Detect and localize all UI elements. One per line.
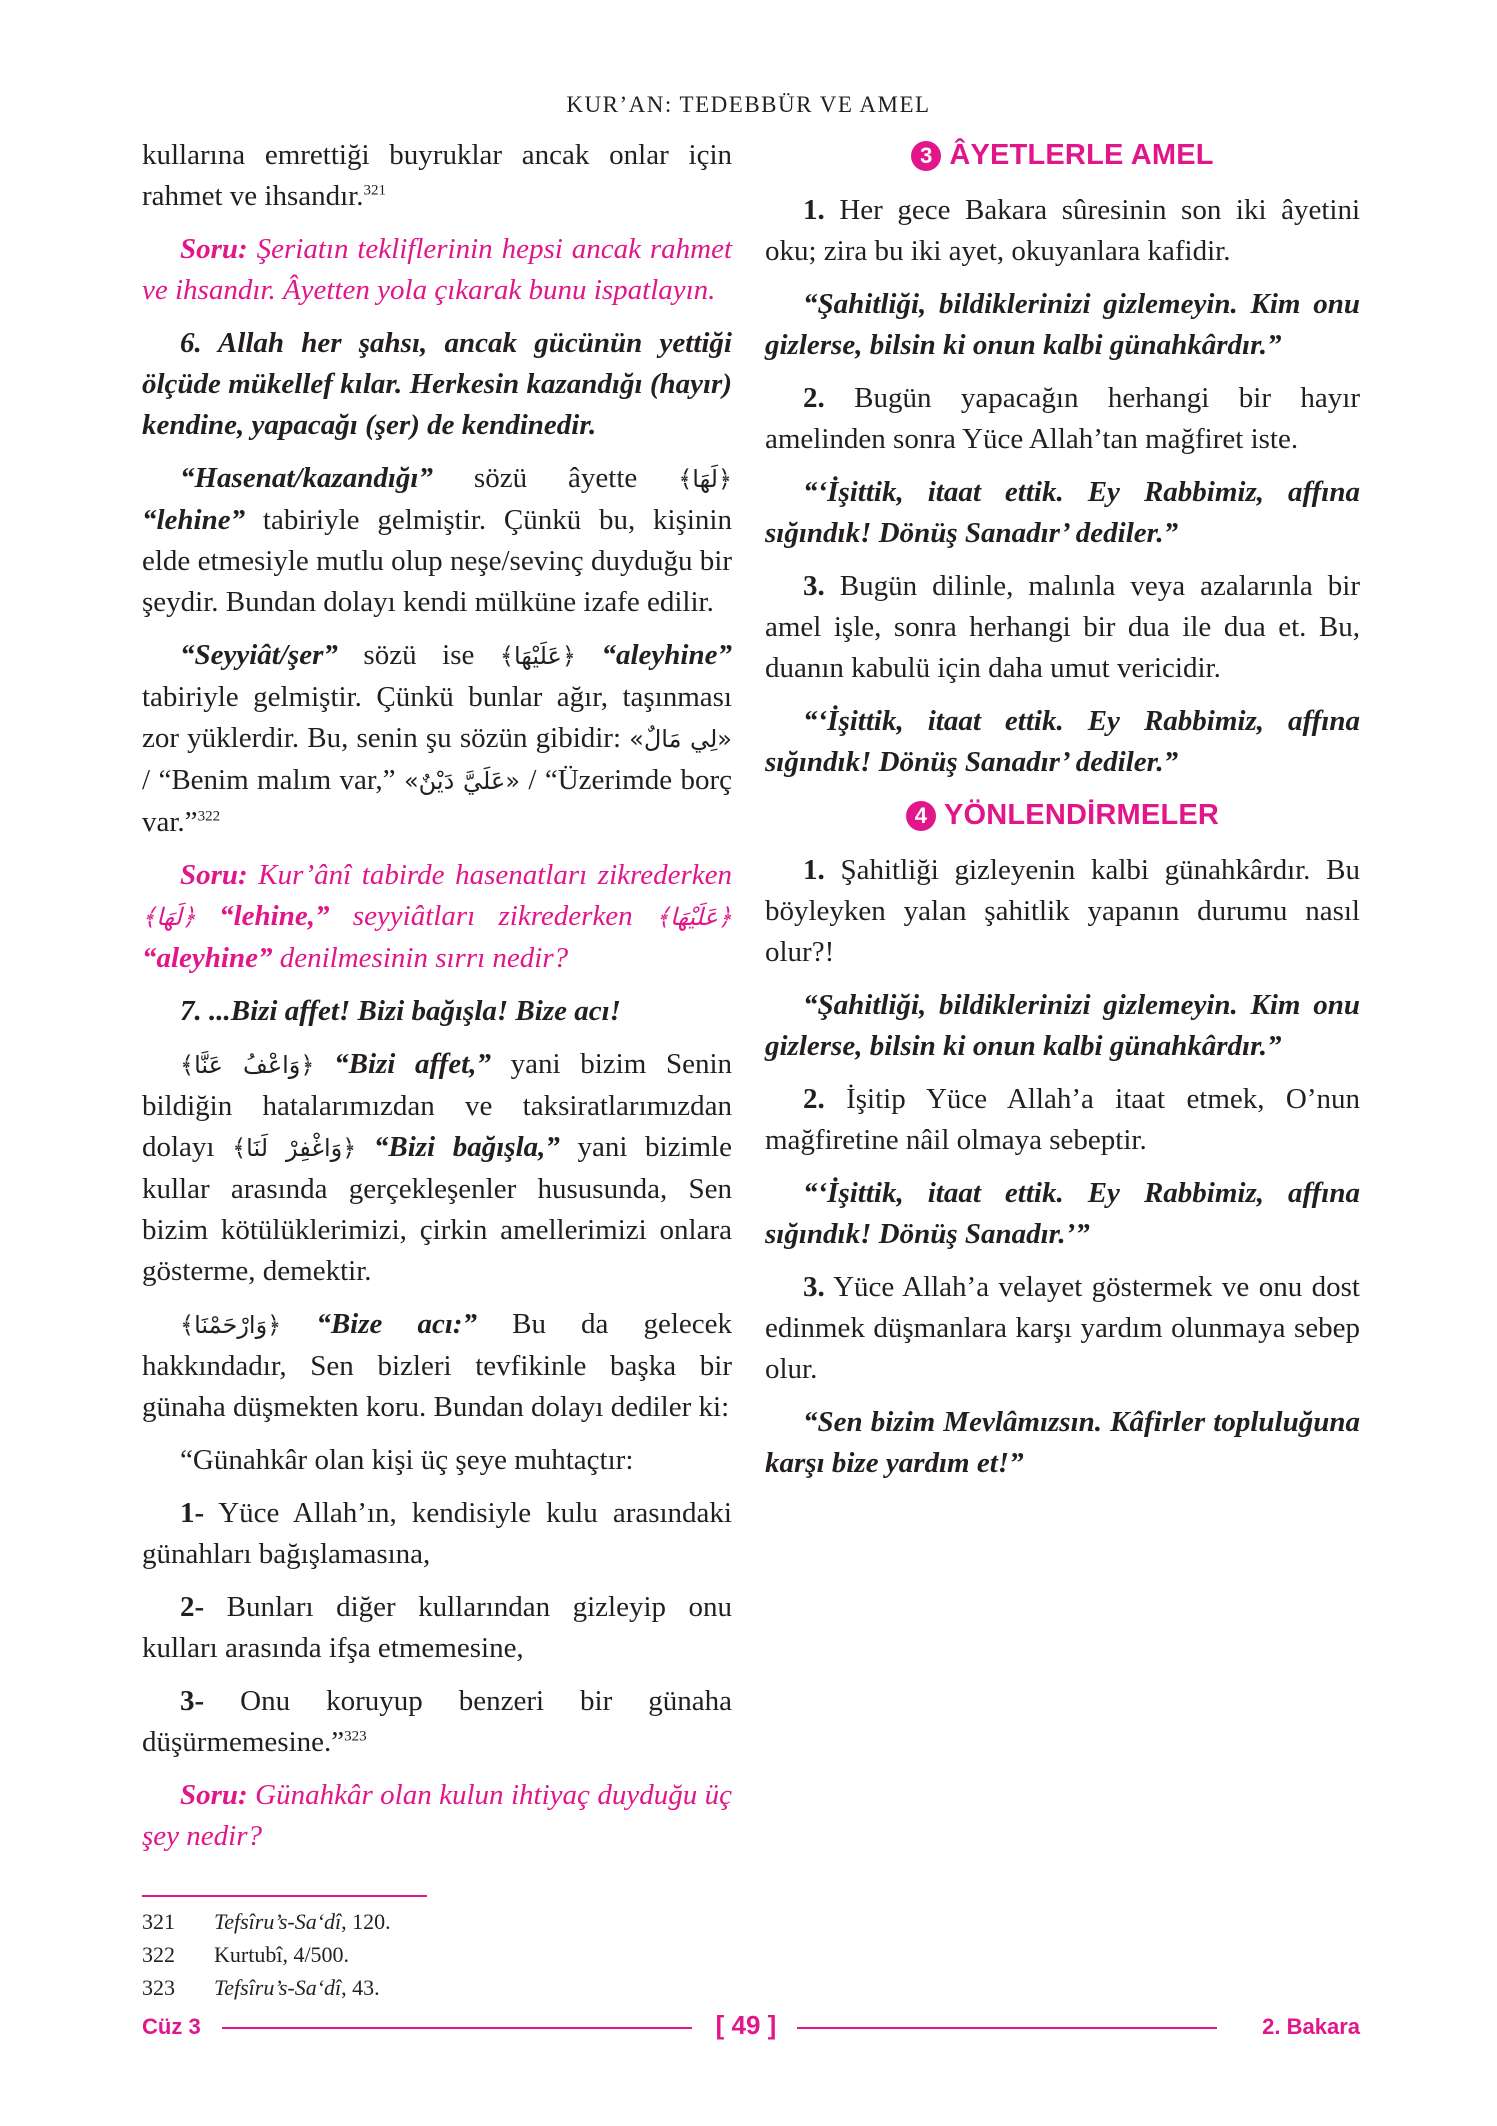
footnote: 323 Tefsîru’s-Sa‘dî , 43.: [142, 1975, 380, 2000]
section-number-badge: 4: [906, 801, 936, 831]
list-item: 2. İşitip Yüce Allah’a itaat etmek, O’nun mağfiretine nâil olmaya sebeptir.: [765, 1083, 1360, 1156]
question: Soru: Günahkâr olan kulun ihtiyaç duyduğu üç şey nedir?: [142, 1779, 732, 1852]
verse-heading-7: 7. ...Bizi affet! Bizi bağışla! Bize acı!: [180, 995, 621, 1027]
footnote: 322 Kurtubî, 4/500.: [142, 1942, 350, 1967]
section-heading-yonlendirmeler: [765, 795, 1360, 836]
paragraph: “Seyyiât/şer” sözü ise ﴿عَلَيْهَا﴾ “aleyhine” tabiriyle gelmiştir. Çünkü bunlar ağır, taşınması zor yüklerdir. Bu, senin şu sözün gibidir: «لِي مَالٌ» / “Benim malım var,” «عَلَيَّ دَيْنٌ» / “Üzerimde borç var.”$^{322}$: [142, 639, 732, 838]
question: Soru: Kur’ânî tabirde hasenatları zikrederken ﴿لَهَا﴾ “lehine,” seyyiâtları zikrederken ﴿عَلَيْهَا﴾ “aleyhine” denilmesinin sırrı nedir?: [142, 859, 732, 974]
page-footer: [142, 2010, 1360, 2046]
right-column: [765, 135, 1360, 1496]
verse-quote: “Sen bizim Mevlâmızsın. Kâfirler topluluğuna karşı bize yardım et!”: [765, 1406, 1360, 1479]
section-title: ÂYETLERLE AMEL: [949, 139, 1214, 171]
footer-rule: [797, 2027, 1217, 2029]
footer-rule: [222, 2027, 692, 2029]
list-item: 1. Şahitliği gizleyenin kalbi günahkârdır. Bu böyleyken yalan şahitlik yapanın durumu nasıl olur?!: [765, 854, 1360, 968]
list-item: 1- Yüce Allah’ın, kendisiyle kulu arasındaki günahları bağışlamasına,: [142, 1497, 732, 1570]
running-header: KUR’AN: TEDEBBÜR VE AMEL: [566, 92, 931, 117]
paragraph: ﴿وَاعْفُ عَنَّا﴾ “Bizi affet,” yani bizim Senin bildiğin hatalarımızdan ve taksiratlarımızdan dolayı ﴿وَاغْفِرْ لَنَا﴾ “Bizi bağışla,” yani bizimle kullar arasında gerçekleşenler hususunda, Sen bizim kötülüklerimizi, çirkin amellerimizi onlara gösterme, demektir.: [142, 1048, 732, 1287]
paragraph: ﴿وَارْحَمْنَا﴾ “Bize acı:” Bu da gelecek hakkındadır, Sen bizleri tevfikinle başka bir günaha düşmekten koru. Bundan dolayı dediler ki:: [142, 1308, 733, 1423]
footer-juz: Cüz 3: [142, 2014, 201, 2039]
footer-surah: 2. Bakara: [1262, 2014, 1360, 2039]
verse-quote: “‘İşittik, itaat ettik. Ey Rabbimiz, affına sığındık! Dönüş Sanadır’ dediler.”: [765, 705, 1360, 778]
list-item: 1. Her gece Bakara sûresinin son iki âyetini oku; zira bu iki ayet, okuyanlara kafidir.: [765, 194, 1360, 267]
question: Soru: Şeriatın tekliflerinin hepsi ancak rahmet ve ihsandır. Âyetten yola çıkarak bunu ispatlayın.: [142, 233, 733, 306]
list-item: 2. Bugün yapacağın herhangi bir hayır amelinden sonra Yüce Allah’tan mağfiret iste.: [765, 382, 1360, 455]
footnote-divider: [142, 1895, 427, 1897]
paragraph: “Günahkâr olan kişi üç şeye muhtaçtır:: [180, 1444, 634, 1476]
list-item: 2- Bunları diğer kullarından gizleyip onu kulları arasında ifşa etmemesine,: [142, 1591, 732, 1664]
verse-quote: “‘İşittik, itaat ettik. Ey Rabbimiz, affına sığındık! Dönüş Sanadır.’”: [765, 1177, 1360, 1250]
left-column: [142, 135, 732, 1869]
verse-heading-6: 6. Allah her şahsı, ancak gücünün yettiği ölçüde mükellef kılar. Herkesin kazandığı (hayır) kendine, yapacağı (şer) de kendinedir.: [142, 327, 732, 441]
footnote: 321 Tefsîru’s-Sa‘dî , 120.: [142, 1909, 391, 1934]
section-heading-ayetlerle-amel: [765, 135, 1360, 176]
section-title: YÖNLENDİRMELER: [943, 799, 1220, 831]
paragraph: “Hasenat/kazandığı” sözü âyette ﴿لَهَا﴾ “lehine” tabiriyle gelmiştir. Çünkü bu, kişinin elde etmesiyle mutlu olup neşe/sevinç duyduğu bir şeydir. Bundan dolayı kendi mülküne izafe edilir.: [142, 462, 732, 618]
list-item: 3- Onu koruyup benzeri bir günaha düşürmemesine.”$^{323}$: [142, 1685, 732, 1758]
section-number-badge: 3: [911, 141, 941, 171]
verse-quote: “Şahitliği, bildiklerinizi gizlemeyin. Kim onu gizlerse, bilsin ki onun kalbi günahkârdır.”: [765, 288, 1360, 361]
list-item: 3. Yüce Allah’a velayet göstermek ve onu dost edinmek düşmanlara karşı yardım olunmaya sebep olur.: [765, 1271, 1360, 1385]
verse-quote: “‘İşittik, itaat ettik. Ey Rabbimiz, affına sığındık! Dönüş Sanadır’ dediler.”: [765, 476, 1360, 549]
footnotes: [142, 1905, 391, 2004]
paragraph: kullarına emrettiği buyruklar ancak onlar için rahmet ve ihsandır.$^{321}$: [142, 139, 732, 212]
page-number: [ 49 ]: [715, 2010, 777, 2040]
verse-quote: “Şahitliği, bildiklerinizi gizlemeyin. Kim onu gizlerse, bilsin ki onun kalbi günahkârdır.”: [765, 989, 1360, 1062]
list-item: 3. Bugün dilinle, malınla veya azalarınla bir amel işle, sonra herhangi bir dua ile dua et. Bu, duanın kabulü için daha umut vericidir.: [765, 570, 1360, 684]
